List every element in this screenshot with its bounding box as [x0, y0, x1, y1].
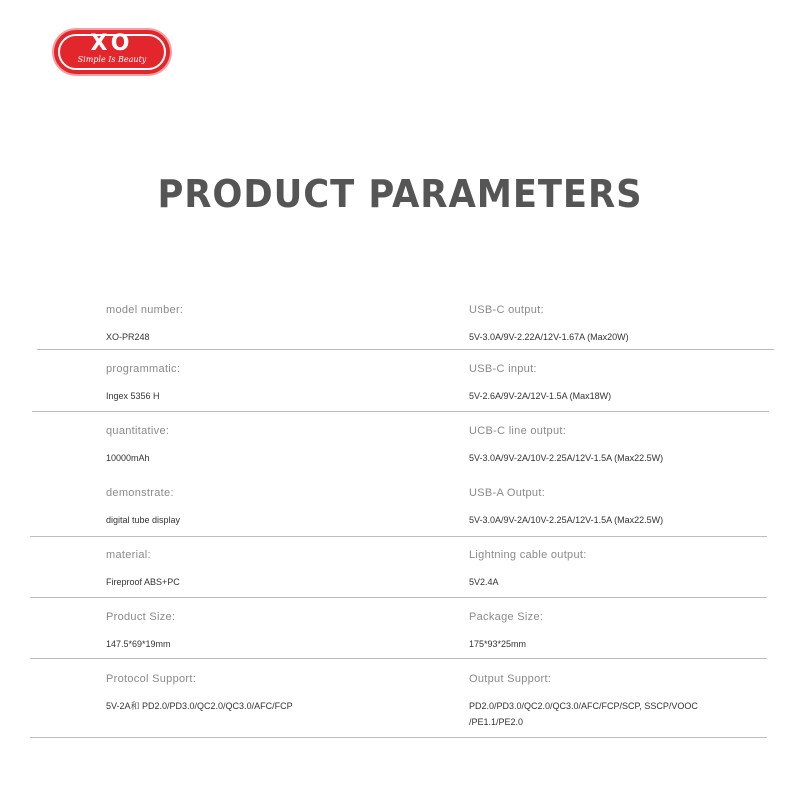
row-divider — [30, 737, 767, 738]
param-label: UCB-C line output: — [469, 425, 567, 437]
row-divider — [32, 411, 769, 412]
param-label: USB-A Output: — [469, 487, 546, 499]
param-value: Ingex 5356 H — [106, 391, 160, 401]
param-value: 175*93*25mm — [469, 639, 527, 649]
param-protocol-support — [106, 673, 293, 714]
brand-logo — [54, 30, 170, 74]
param-value: 5V2.4A — [469, 577, 499, 587]
param-value: 5V-2.6A/9V-2A/12V-1.5A (Max18W) — [469, 391, 612, 401]
param-value: 5V-2A和 PD2.0/PD3.0/QC2.0/QC3.0/AFC/FCP — [106, 701, 293, 711]
param-ucbc-line-output — [469, 425, 663, 466]
param-value: PD2.0/PD3.0/QC2.0/QC3.0/AFC/FCP/SCP, SSCP/VOOC /PE1.1/PE2.0 — [469, 701, 698, 727]
logo-mark: XO — [90, 31, 134, 56]
param-label: model number: — [106, 304, 184, 316]
page-title: PRODUCT PARAMETERS — [157, 172, 643, 216]
param-lightning-output — [469, 549, 587, 590]
param-label: demonstrate: — [106, 487, 174, 499]
param-value: 10000mAh — [106, 453, 150, 463]
param-model-number — [106, 304, 183, 345]
row-divider — [30, 658, 767, 659]
param-value: Fireproof ABS+PC — [106, 577, 180, 587]
param-label: Package Size: — [469, 611, 544, 623]
param-label: Output Support: — [469, 673, 552, 685]
row-divider — [30, 536, 767, 537]
param-label: Product Size: — [106, 611, 176, 623]
param-product-size — [106, 611, 175, 652]
param-label: Lightning cable output: — [469, 549, 587, 561]
row-divider — [37, 349, 774, 350]
param-package-size — [469, 611, 543, 652]
param-value: 147.5*69*19mm — [106, 639, 171, 649]
param-usbc-input — [469, 363, 611, 404]
param-label: USB-C input: — [469, 363, 537, 375]
param-usbc-output — [469, 304, 629, 345]
logo-tagline: Simple Is Beauty — [77, 55, 147, 64]
param-output-support — [469, 673, 754, 730]
param-label: USB-C output: — [469, 304, 544, 316]
param-demonstrate — [106, 487, 180, 528]
param-label: programmatic: — [106, 363, 181, 375]
param-value: digital tube display — [106, 515, 181, 525]
param-value: 5V-3.0A/9V-2A/10V-2.25A/12V-1.5A (Max22.5W) — [469, 515, 664, 525]
row-divider — [30, 597, 767, 598]
param-programmatic — [106, 363, 180, 404]
param-label: material: — [106, 549, 151, 561]
param-value: 5V-3.0A/9V-2.22A/12V-1.67A (Max20W) — [469, 332, 629, 342]
param-value: XO-PR248 — [106, 332, 150, 342]
param-usba-output — [469, 487, 663, 528]
param-material — [106, 549, 180, 590]
param-quantitative — [106, 425, 169, 466]
param-label: Protocol Support: — [106, 673, 197, 685]
param-label: quantitative: — [106, 425, 170, 437]
param-value: 5V-3.0A/9V-2A/10V-2.25A/12V-1.5A (Max22.5W) — [469, 453, 664, 463]
